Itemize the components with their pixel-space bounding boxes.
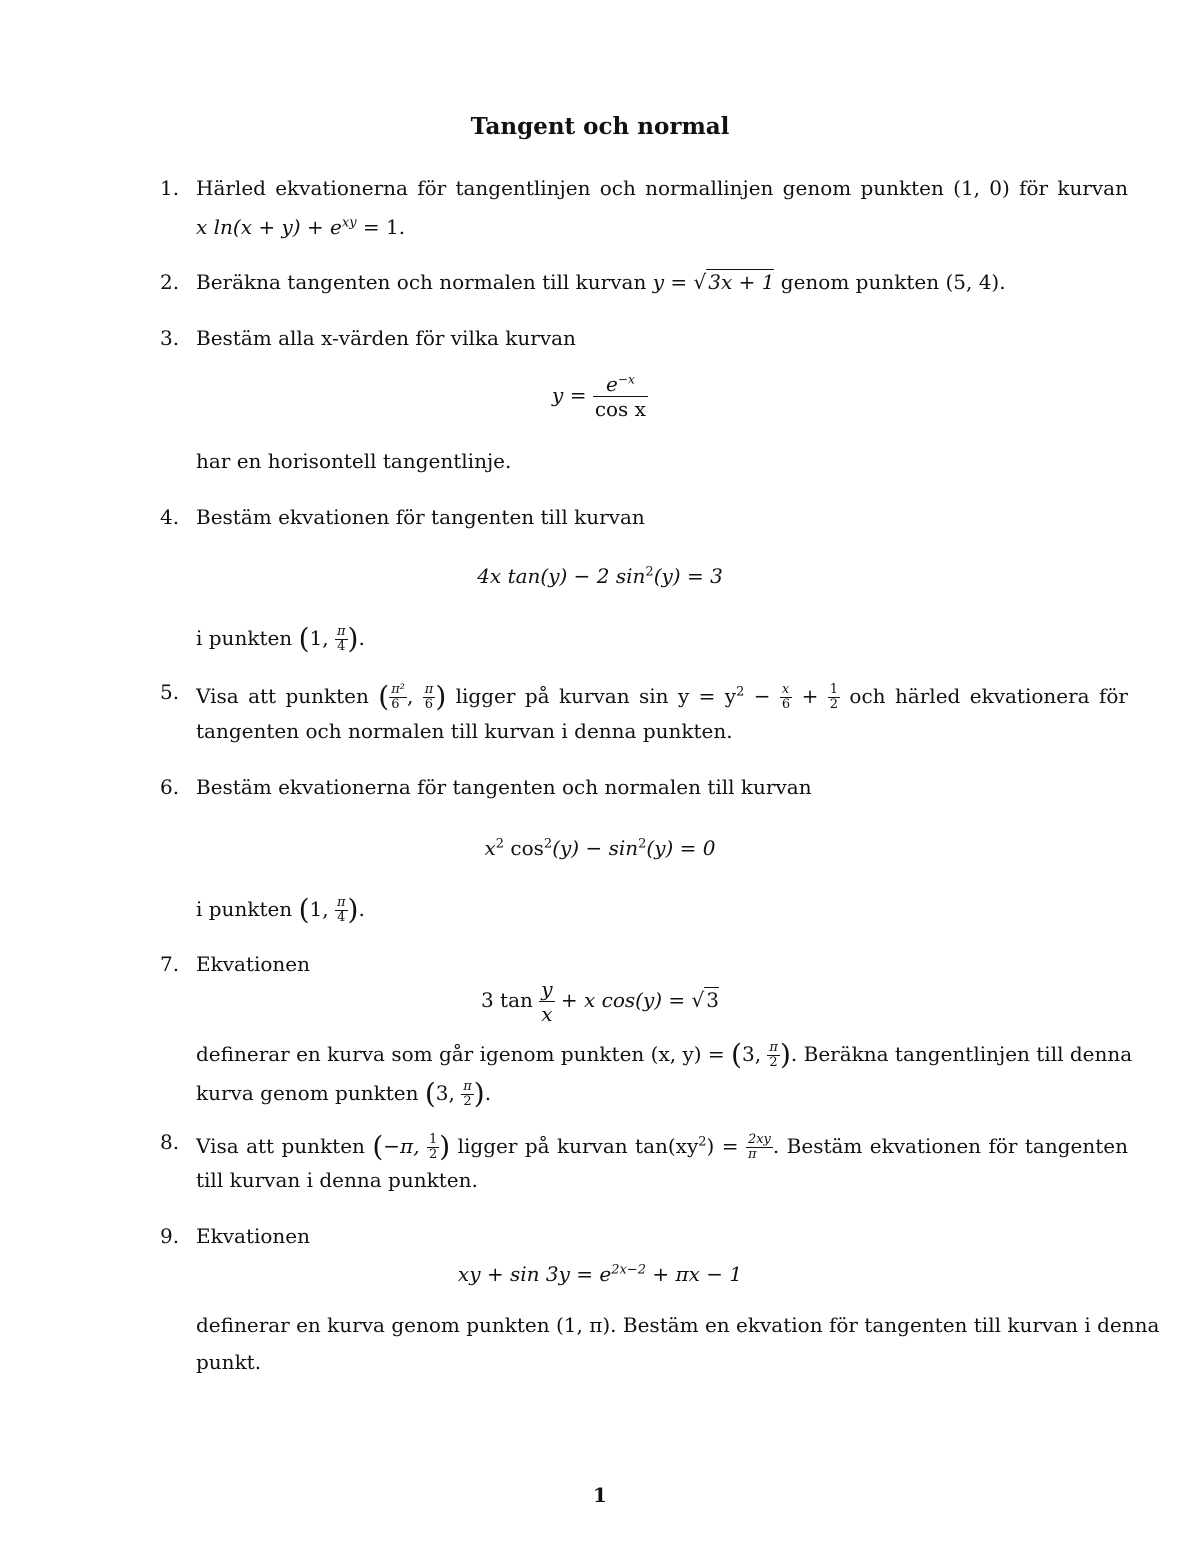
problem-number: 6. xyxy=(160,775,180,799)
problem-number: 8. xyxy=(160,1130,180,1154)
display-equation: y = $\frac{e^{-x}}{\text{cos x}}$ xyxy=(552,372,646,421)
problem-number: 4. xyxy=(160,505,180,529)
problem-text: Ekvationen xyxy=(196,1224,311,1248)
problem-text: Bestäm ekvationerna för tangenten och normalen till kurvan xyxy=(196,775,812,799)
problem-text: kurva genom punkten (3, $\frac{\pi}{2}$ ). xyxy=(196,1077,492,1110)
problem-text: Bestäm alla x-värden för vilka kurvan xyxy=(196,326,576,350)
problem-number: 1. xyxy=(160,176,180,200)
problem-text: Visa att punkten (−π, $\frac{1}{2}$ ) ligger på kurvan $\tan(xy^2)$ = $\frac{2xy}{\pi}$ . Bestäm ekvationen för tangenten xyxy=(196,1130,1128,1163)
problem-number: 7. xyxy=(160,952,180,976)
display-equation: xy + $\sin 3y = e^{2x-2} + \pi x - 1$ xyxy=(457,1262,743,1286)
problem-text: definerar en kurva genom punkten (1, π). Bestäm en ekvation för tangenten till kurvan i denna xyxy=(196,1313,1160,1337)
problem-number: 5. xyxy=(160,680,180,704)
problem-text: Beräkna tangenten och normalen till kurvan y = √ 3x + 1 genom punkten (5, 4). xyxy=(196,270,1006,294)
problem-number: 3. xyxy=(160,326,180,350)
problem-text: definerar en kurva som går igenom punkten (x, y) = (3, $\frac{\pi}{2}$ ). Beräkna tangentlinjen till denna xyxy=(196,1038,1133,1071)
problem-text: Bestäm ekvationen för tangenten till kurvan xyxy=(196,505,645,529)
problem-number: 2. xyxy=(160,270,180,294)
problem-number: 9. xyxy=(160,1224,180,1248)
display-equation: 3 tan $\frac{y}{x}$ + x cos(y) = √ 3 xyxy=(480,977,720,1026)
display-equation: $x^2$ $\cos^2(y) - \sin^2(y) = 0$ xyxy=(484,836,716,860)
problem-text: punkt. xyxy=(196,1350,262,1374)
problem-text: har en horisontell tangentlinje. xyxy=(196,449,512,473)
page-title: Tangent och normal xyxy=(470,113,730,140)
page-number: 1 xyxy=(593,1483,607,1507)
problem-text: Visa att punkten ( $\frac{\text{π²}}{6}$ , $\frac{\pi}{6}$ ) ligger på kurvan $\sin y = y^2$ − $\frac{x}{6}$ + $\frac{1}{2}$ och härled ekvationera för xyxy=(196,680,1128,713)
problem-text: i punkten (1, $\frac{\pi}{4}$ ). xyxy=(196,893,365,926)
problem-text: tangenten och normalen till kurvan i denna punkten. xyxy=(196,719,733,743)
problem-text: Ekvationen xyxy=(196,952,311,976)
problem-text: till kurvan i denna punkten. xyxy=(196,1168,478,1192)
problem-text: i punkten (1, $\frac{\pi}{4}$ ). xyxy=(196,622,365,655)
problem-text: Härled ekvationerna för tangentlinjen och normallinjen genom punkten (1, 0) för kurvan xyxy=(196,176,1128,200)
problem-math: x $\ln(x + y) + e^{xy} = 1$. xyxy=(196,215,406,239)
display-equation: 4x tan(y) − 2 $\sin^2(y) = 3$ xyxy=(477,564,723,588)
